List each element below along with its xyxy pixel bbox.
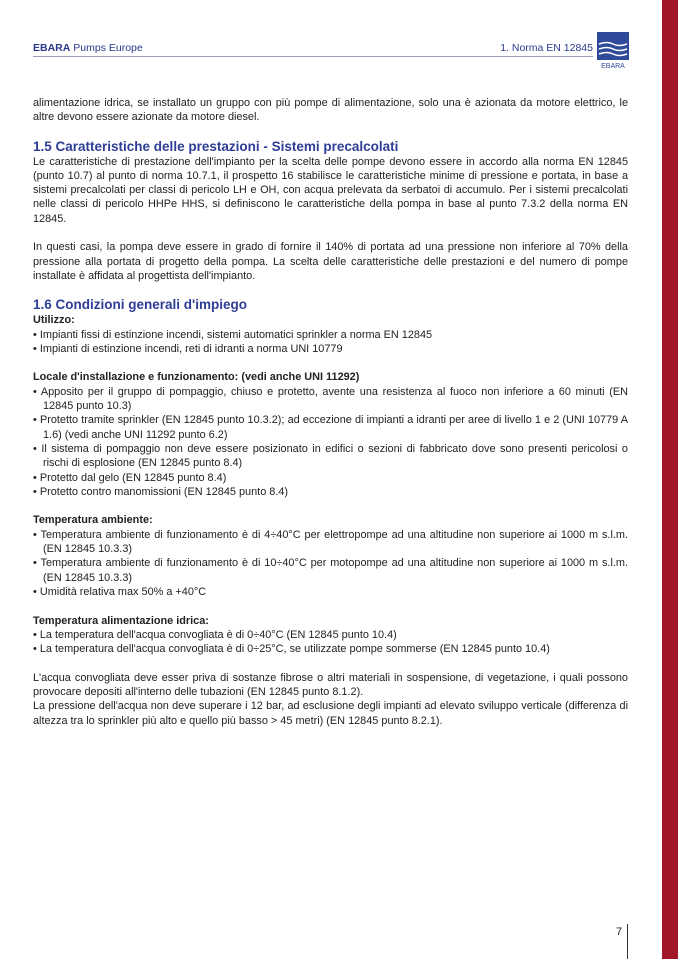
section-1-6-heading: 1.6 Condizioni generali d'impiego <box>33 297 247 313</box>
paragraph: L'acqua convogliata deve esser priva di sostanze fibrose o altri materiali in sospensione, di vegetazione, i quali possono provocare depositi all'interno delle tubazioni (EN 12845 punto 8.1.2). <box>33 671 628 698</box>
list-item: • Impianti fissi di estinzione incendi, sistemi automatici sprinkler a norma EN 12845 <box>33 328 628 342</box>
list-item: • Protetto tramite sprinkler (EN 12845 punto 10.3.2); ad eccezione di impianti a idranti per aree di livello 1 e 2 (UNI 10779 A 1.6) (vedi anche UNI 11292 punto 6.2) <box>33 413 628 442</box>
intro-paragraph: alimentazione idrica, se installato un gruppo con più pompe di alimentazione, solo una è azionata da motore elettrico, le altre devono essere azionate da motore diesel. <box>33 97 628 124</box>
page-number: 7 <box>616 926 623 938</box>
red-side-bar <box>662 0 678 959</box>
section-title: 1. Norma EN 12845 <box>500 42 593 54</box>
subheading: Utilizzo: <box>33 314 75 327</box>
temperature-list <box>33 528 628 599</box>
section-1-5-heading: 1.5 Caratteristiche delle prestazioni - Sistemi precalcolati <box>33 138 399 154</box>
page-header <box>33 42 593 54</box>
subheading: Locale d'installazione e funzionamento: (vedi anche UNI 11292) <box>33 371 360 384</box>
body-text <box>33 96 628 728</box>
utilizzo-list <box>33 328 628 357</box>
list-item: • Umidità relativa max 50% a +40°C <box>33 585 628 599</box>
page-number-rule <box>627 924 628 959</box>
list-item: • Apposito per il gruppo di pompaggio, chiuso e protetto, avente una resistenza al fuoco non inferiore a 60 minuti (EN 12845 punto 10.3) <box>33 385 628 414</box>
paragraph: Le caratteristiche di prestazione dell'impianto per la scelta delle pompe devono essere in accordo alla norma EN 12845 (punto 10.7) al punto di norma 10.7.1, il prospetto 16 stabilisce le caratteristiche minime di pressione e portata, in base a sistemi precalcolati per classi di pericolo LH e OH, con acqua prelevata da serbatoi di accumulo. Per i sistemi precalcolati nelle classi di pericolo HHPe HHS, si definiscono le caratteristiche della pompa in base al punto 7.3.2 della norma EN 12845. <box>33 155 628 225</box>
brand-name: EBARA Pumps Europe <box>33 42 143 54</box>
list-item: • Il sistema di pompaggio non deve essere posizionato in edifici o sezioni di fabbricato dove sono presenti pericolosi o rischi di esplosione (EN 12845 punto 8.4) <box>33 442 628 471</box>
list-item: • Protetto contro manomissioni (EN 12845 punto 8.4) <box>33 485 628 499</box>
list-item: • La temperatura dell'acqua convogliata è di 0÷40°C (EN 12845 punto 10.4) <box>33 628 628 642</box>
list-item: • Protetto dal gelo (EN 12845 punto 8.4) <box>33 471 628 485</box>
subheading: Temperatura ambiente: <box>33 514 153 527</box>
subheading: Temperatura alimentazione idrica: <box>33 614 209 627</box>
ebara-logo-icon <box>597 32 629 70</box>
svg-text:EBARA: EBARA <box>601 63 625 70</box>
header-divider <box>33 56 593 57</box>
list-item: • La temperatura dell'acqua convogliata è di 0÷25°C, se utilizzate pompe sommerse (EN 12845 punto 10.4) <box>33 642 628 656</box>
water-temperature-list <box>33 628 628 657</box>
list-item: • Temperatura ambiente di funzionamento è di 10÷40°C per motopompe ad una altitudine non superiore ai 1000 m s.l.m. (EN 12845 10.3.3) <box>33 556 628 585</box>
locale-list <box>33 385 628 499</box>
paragraph: La pressione dell'acqua non deve superare i 12 bar, ad esclusione degli impianti ad elevato sviluppo verticale (differenza di altezza tra lo sprinkler più alto e quello più basso > 45 metri) (EN 12845 punto 8.2.1). <box>33 700 628 727</box>
list-item: • Temperatura ambiente di funzionamento è di 4÷40°C per elettropompe ad una altitudine non superiore ai 1000 m s.l.m. (EN 12845 10.3.3) <box>33 528 628 557</box>
paragraph: In questi casi, la pompa deve essere in grado di fornire il 140% di portata ad una pressione non inferiore al 70% della pressione alla portata di progetto della pompa. La scelta delle caratteristiche delle prestazioni e del numero di pompe installate è affidata al progettista dell'impianto. <box>33 241 628 282</box>
list-item: • Impianti di estinzione incendi, reti di idranti a norma UNI 10779 <box>33 342 628 356</box>
